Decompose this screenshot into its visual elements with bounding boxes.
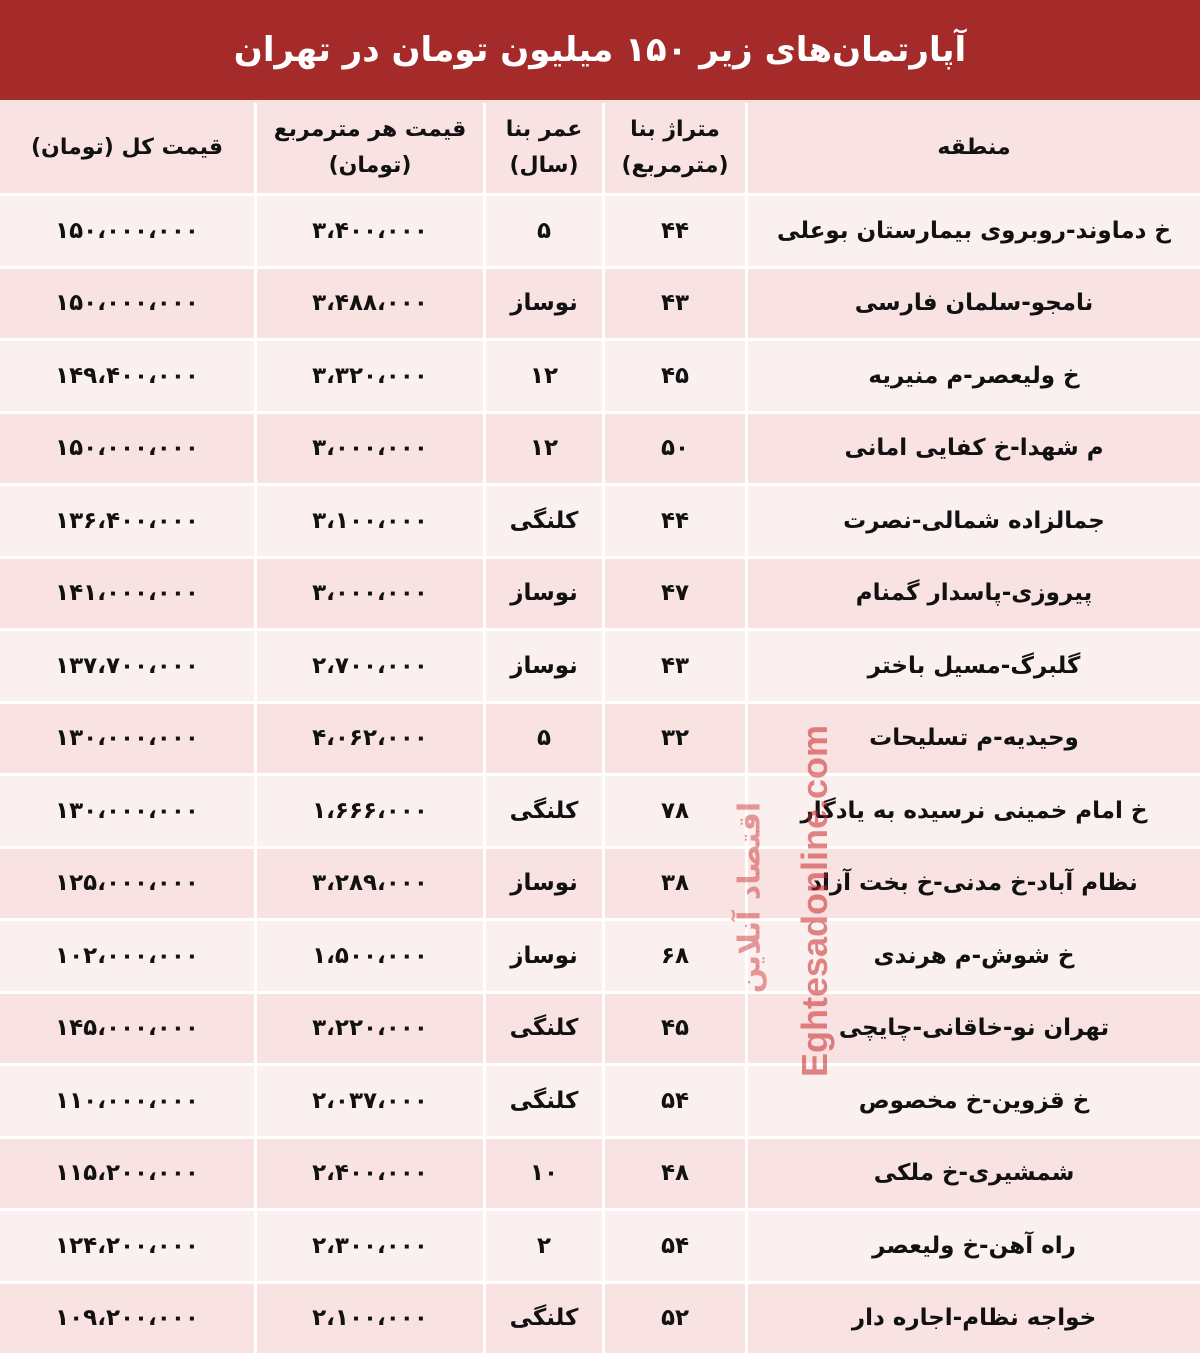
building-age-cell: ۲: [486, 1211, 602, 1281]
area-cell: ۴۸: [605, 1139, 745, 1209]
building-age-cell: کلنگی: [486, 1066, 602, 1136]
building-age-cell: ۱۲: [486, 414, 602, 484]
price-per-meter-cell: ۳،۴۰۰،۰۰۰: [257, 196, 483, 266]
table-row: [0, 704, 1200, 774]
area-cell: ۵۴: [605, 1066, 745, 1136]
header-building-age: عمر بنا (سال): [486, 103, 602, 193]
title-bar: [0, 0, 1200, 103]
area-cell: ۳۸: [605, 849, 745, 919]
table-row: [0, 414, 1200, 484]
header-region: منطقه: [748, 103, 1200, 193]
total-price-cell: ۱۳۶،۴۰۰،۰۰۰: [0, 486, 254, 556]
price-per-meter-cell: ۲،۰۳۷،۰۰۰: [257, 1066, 483, 1136]
price-per-meter-cell: ۲،۴۰۰،۰۰۰: [257, 1139, 483, 1209]
total-price-cell: ۱۰۹،۲۰۰،۰۰۰: [0, 1284, 254, 1353]
area-cell: ۴۳: [605, 631, 745, 701]
total-price-cell: ۱۴۵،۰۰۰،۰۰۰: [0, 994, 254, 1064]
area-cell: ۴۴: [605, 196, 745, 266]
price-per-meter-cell: ۳،۰۰۰،۰۰۰: [257, 559, 483, 629]
table-row: [0, 631, 1200, 701]
region-cell: خ دماوند-روبروی بیمارستان بوعلی: [748, 196, 1200, 266]
total-price-cell: ۱۴۹،۴۰۰،۰۰۰: [0, 341, 254, 411]
price-per-meter-cell: ۲،۳۰۰،۰۰۰: [257, 1211, 483, 1281]
area-cell: ۵۰: [605, 414, 745, 484]
total-price-cell: ۱۴۱،۰۰۰،۰۰۰: [0, 559, 254, 629]
table-header-row: [0, 103, 1200, 193]
total-price-cell: ۱۳۷،۷۰۰،۰۰۰: [0, 631, 254, 701]
table-row: [0, 1066, 1200, 1136]
region-cell: خ ولیعصر-م منیریه: [748, 341, 1200, 411]
page-title: آپارتمان‌های زیر ۱۵۰ میلیون تومان در تهران: [234, 30, 966, 70]
price-per-meter-cell: ۳،۴۸۸،۰۰۰: [257, 269, 483, 339]
table-row: [0, 196, 1200, 266]
region-cell: خ قزوین-خ مخصوص: [748, 1066, 1200, 1136]
table-row: [0, 559, 1200, 629]
total-price-cell: ۱۵۰،۰۰۰،۰۰۰: [0, 414, 254, 484]
table-row: [0, 341, 1200, 411]
region-cell: پیروزی-پاسدار گمنام: [748, 559, 1200, 629]
price-per-meter-cell: ۳،۳۲۰،۰۰۰: [257, 341, 483, 411]
region-cell: گلبرگ-مسیل باختر: [748, 631, 1200, 701]
header-total-price: قیمت کل (تومان): [0, 103, 254, 193]
price-per-meter-cell: ۲،۷۰۰،۰۰۰: [257, 631, 483, 701]
area-cell: ۴۵: [605, 994, 745, 1064]
building-age-cell: کلنگی: [486, 1284, 602, 1353]
table-row: [0, 269, 1200, 339]
watermark-site: Eghtesadonline.com: [794, 671, 836, 1131]
building-age-cell: کلنگی: [486, 486, 602, 556]
price-per-meter-cell: ۴،۰۶۲،۰۰۰: [257, 704, 483, 774]
region-cell: وحیدیه-م تسلیحات: [748, 704, 1200, 774]
table-row: [0, 776, 1200, 846]
total-price-cell: ۱۰۲،۰۰۰،۰۰۰: [0, 921, 254, 991]
table-row: [0, 921, 1200, 991]
area-cell: ۴۴: [605, 486, 745, 556]
table-row: [0, 1284, 1200, 1353]
price-per-meter-cell: ۳،۱۰۰،۰۰۰: [257, 486, 483, 556]
table-row: [0, 1139, 1200, 1209]
building-age-cell: ۱۰: [486, 1139, 602, 1209]
region-cell: راه آهن-خ ولیعصر: [748, 1211, 1200, 1281]
area-cell: ۵۴: [605, 1211, 745, 1281]
building-age-cell: نوساز: [486, 849, 602, 919]
watermark-name: اقتصاد آنلاین: [733, 668, 768, 1128]
building-age-cell: نوساز: [486, 559, 602, 629]
table-row: [0, 849, 1200, 919]
table-row: [0, 486, 1200, 556]
region-cell: نامجو-سلمان فارسی: [748, 269, 1200, 339]
building-age-cell: ۵: [486, 704, 602, 774]
total-price-cell: ۱۱۰،۰۰۰،۰۰۰: [0, 1066, 254, 1136]
header-price-per-meter: قیمت هر مترمربع (تومان): [257, 103, 483, 193]
total-price-cell: ۱۵۰،۰۰۰،۰۰۰: [0, 269, 254, 339]
building-age-cell: ۵: [486, 196, 602, 266]
building-age-cell: ۱۲: [486, 341, 602, 411]
region-cell: شمشیری-خ ملکی: [748, 1139, 1200, 1209]
area-cell: ۴۷: [605, 559, 745, 629]
region-cell: جمالزاده شمالی-نصرت: [748, 486, 1200, 556]
region-cell: خ امام خمینی نرسیده به یادگار: [748, 776, 1200, 846]
region-cell: خواجه نظام-اجاره دار: [748, 1284, 1200, 1353]
region-cell: نظام آباد-خ مدنی-خ بخت آزاد: [748, 849, 1200, 919]
total-price-cell: ۱۱۵،۲۰۰،۰۰۰: [0, 1139, 254, 1209]
area-cell: ۷۸: [605, 776, 745, 846]
building-age-cell: نوساز: [486, 269, 602, 339]
table-row: [0, 1211, 1200, 1281]
total-price-cell: ۱۳۰،۰۰۰،۰۰۰: [0, 704, 254, 774]
total-price-cell: ۱۳۰،۰۰۰،۰۰۰: [0, 776, 254, 846]
total-price-cell: ۱۵۰،۰۰۰،۰۰۰: [0, 196, 254, 266]
total-price-cell: ۱۲۵،۰۰۰،۰۰۰: [0, 849, 254, 919]
price-per-meter-cell: ۳،۲۲۰،۰۰۰: [257, 994, 483, 1064]
area-cell: ۵۲: [605, 1284, 745, 1353]
table-row: [0, 994, 1200, 1064]
price-per-meter-cell: ۳،۰۰۰،۰۰۰: [257, 414, 483, 484]
region-cell: م شهدا-خ کفایی امانی: [748, 414, 1200, 484]
building-age-cell: کلنگی: [486, 776, 602, 846]
area-cell: ۴۳: [605, 269, 745, 339]
price-per-meter-cell: ۲،۱۰۰،۰۰۰: [257, 1284, 483, 1353]
price-per-meter-cell: ۱،۶۶۶،۰۰۰: [257, 776, 483, 846]
area-cell: ۴۵: [605, 341, 745, 411]
region-cell: تهران نو-خاقانی-چایچی: [748, 994, 1200, 1064]
price-per-meter-cell: ۳،۲۸۹،۰۰۰: [257, 849, 483, 919]
building-age-cell: کلنگی: [486, 994, 602, 1064]
header-area: متراژ بنا (مترمربع): [605, 103, 745, 193]
building-age-cell: نوساز: [486, 921, 602, 991]
total-price-cell: ۱۲۴،۲۰۰،۰۰۰: [0, 1211, 254, 1281]
building-age-cell: نوساز: [486, 631, 602, 701]
area-cell: ۳۲: [605, 704, 745, 774]
region-cell: خ شوش-م هرندی: [748, 921, 1200, 991]
price-per-meter-cell: ۱،۵۰۰،۰۰۰: [257, 921, 483, 991]
area-cell: ۶۸: [605, 921, 745, 991]
